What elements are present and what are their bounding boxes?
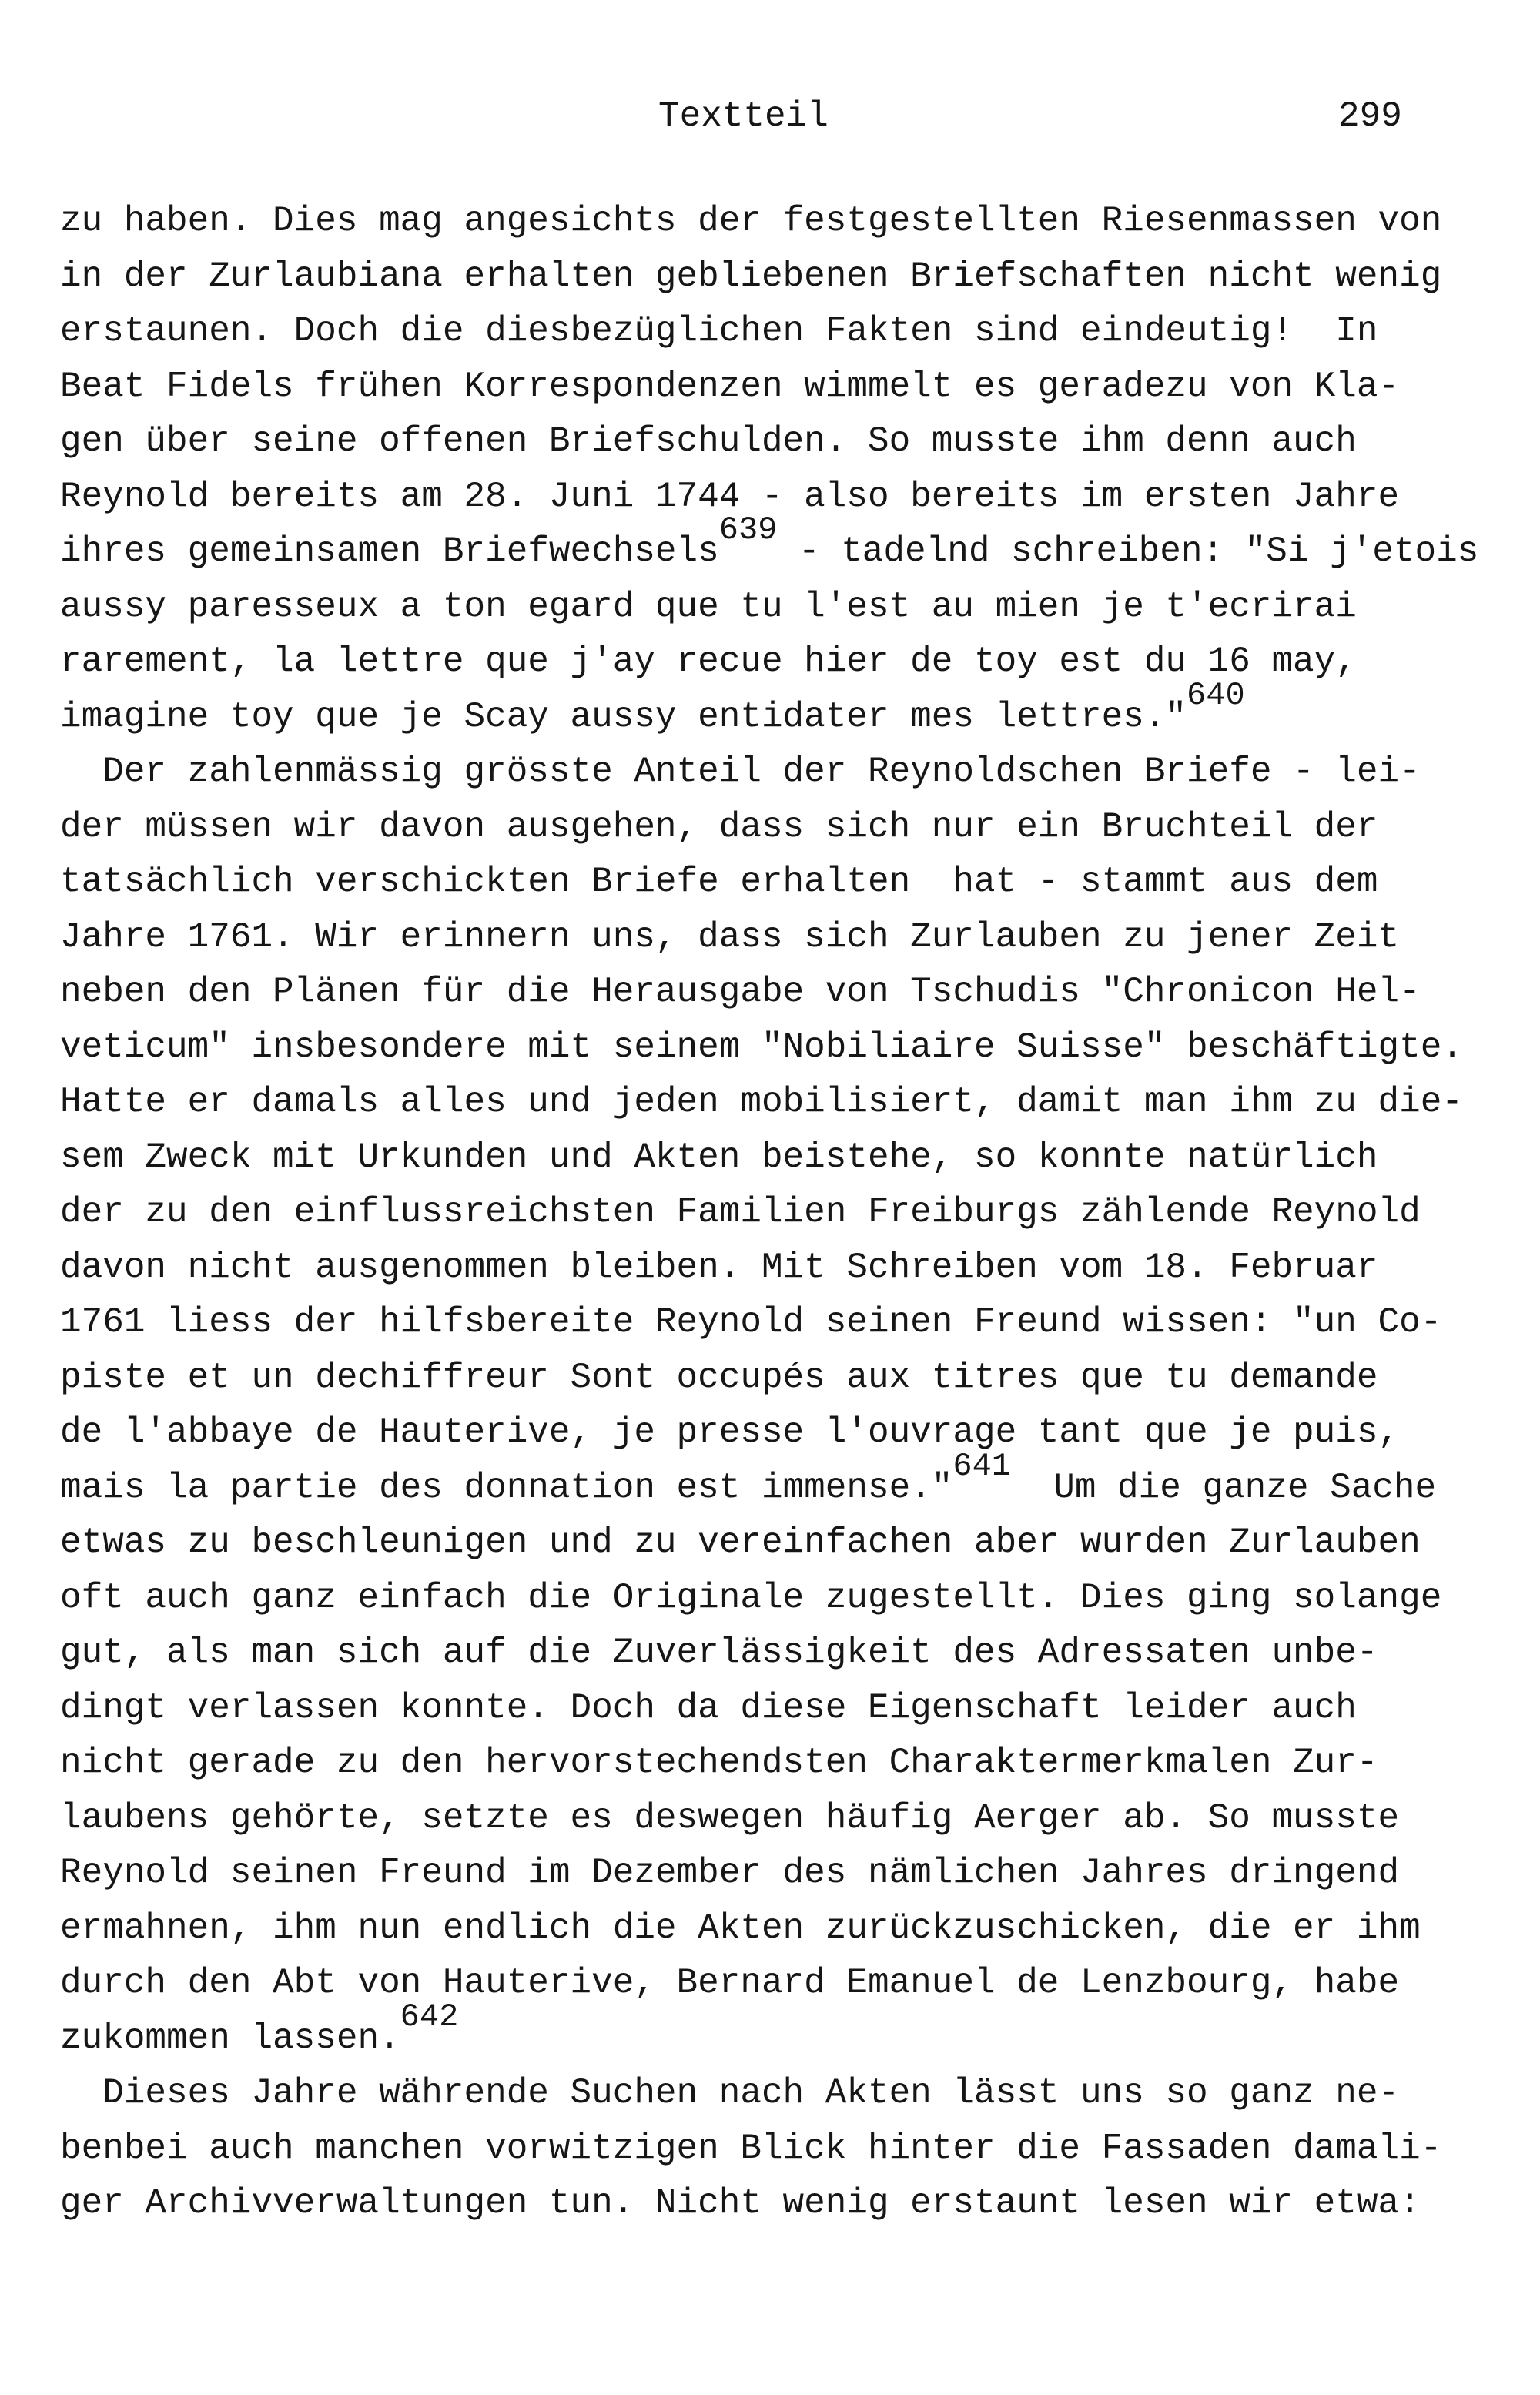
text-segment: ermahnen, ihm nun endlich die Akten zurückzuschicken, die er ihm: [60, 1908, 1421, 1948]
text-segment: - tadelnd schreiben: "Si j'etois: [777, 531, 1479, 571]
text-segment: davon nicht ausgenommen bleiben. Mit Schreiben vom 18. Februar: [60, 1247, 1378, 1288]
page-number: 299: [1338, 96, 1402, 136]
text-line: [60, 2176, 1492, 2232]
text-segment: Reynold bereits am 28. Juni 1744 - also bereits im ersten Jahre: [60, 476, 1400, 517]
text-line: [60, 965, 1492, 1020]
footnote-marker: 639: [718, 511, 778, 548]
text-segment: tatsächlich verschickten Briefe erhalten hat - stammt aus dem: [60, 862, 1378, 902]
text-segment: piste et un dechiffreur Sont occupés aux titres que tu demande: [60, 1357, 1378, 1398]
text-segment: Jahre 1761. Wir erinnern uns, dass sich Zurlauben zu jener Zeit: [60, 916, 1400, 957]
text-segment: gut, als man sich auf die Zuverlässigkeit des Adressaten unbe-: [60, 1633, 1378, 1673]
text-line: [60, 1736, 1492, 1791]
footnote-marker: 641: [952, 1447, 1012, 1485]
text-segment: nicht gerade zu den hervorstechendsten Charaktermerkmalen Zur-: [60, 1743, 1378, 1783]
text-line: [60, 194, 1492, 250]
text-segment: neben den Plänen für die Herausgabe von Tschudis "Chronicon Hel-: [60, 972, 1421, 1012]
text-segment: zu haben. Dies mag angesichts der festgestellten Riesenmassen von: [60, 201, 1442, 241]
text-line: [60, 1020, 1492, 1076]
text-line: [60, 2122, 1492, 2177]
text-line: [60, 1626, 1492, 1681]
text-segment: erstaunen. Doch die diesbezüglichen Fakten sind eindeutig! In: [60, 311, 1378, 351]
text-segment: mais la partie des donnation est immense.": [60, 1467, 953, 1508]
text-segment: der müssen wir davon ausgehen, dass sich nur ein Bruchteil der: [60, 806, 1378, 847]
text-segment: der zu den einflussreichsten Familien Freiburgs zählende Reynold: [60, 1192, 1421, 1232]
text-segment: aussy paresseux a ton egard que tu l'est au mien je t'ecrirai: [60, 586, 1357, 627]
text-line: [60, 676, 1492, 745]
text-line: [60, 855, 1492, 910]
text-line: [60, 1131, 1492, 1186]
text-line: [60, 1075, 1492, 1131]
text-line: [60, 250, 1492, 305]
text-segment: de l'abbaye de Hauterive, je presse l'ouvrage tant que je puis,: [60, 1412, 1400, 1452]
text-line: [60, 1241, 1492, 1296]
text-segment: sem Zweck mit Urkunden und Akten beistehe, so konnte natürlich: [60, 1137, 1378, 1177]
text-segment: Um die ganze Sache: [1011, 1467, 1437, 1508]
text-line: [60, 910, 1492, 966]
text-segment: etwas zu beschleunigen und zu vereinfachen aber wurden Zurlauben: [60, 1522, 1421, 1563]
text-line: [60, 1901, 1492, 1957]
text-line: [60, 1846, 1492, 1901]
text-line: [60, 1447, 1492, 1516]
text-segment: veticum" insbesondere mit seinem "Nobiliaire Suisse" beschäftigte.: [60, 1027, 1463, 1067]
text-line: [60, 1681, 1492, 1737]
text-segment: Reynold seinen Freund im Dezember des nämlichen Jahres dringend: [60, 1853, 1400, 1893]
text-segment: zukommen lassen.: [60, 2018, 400, 2058]
text-segment: Der zahlenmässig grösste Anteil der Reynoldschen Briefe - lei-: [60, 752, 1421, 792]
text-line: [60, 1998, 1492, 2067]
text-line: [60, 1956, 1492, 2011]
text-segment: benbei auch manchen vorwitzigen Blick hinter die Fassaden damali-: [60, 2128, 1442, 2169]
text-line: [60, 1516, 1492, 1571]
page-header-title: Textteil: [658, 96, 829, 136]
text-line: [60, 414, 1492, 470]
text-segment: ihres gemeinsamen Briefwechsels: [60, 531, 719, 571]
text-line: [60, 511, 1492, 580]
text-line: [60, 1295, 1492, 1351]
text-segment: imagine toy que je Scay aussy entidater mes lettres.": [60, 696, 1187, 737]
text-segment: Hatte er damals alles und jeden mobilisiert, damit man ihm zu die-: [60, 1082, 1463, 1122]
text-segment: Dieses Jahre währende Suchen nach Akten lässt uns so ganz ne-: [60, 2073, 1400, 2113]
text-line: [60, 635, 1492, 690]
text-segment: durch den Abt von Hauterive, Bernard Emanuel de Lenzbourg, habe: [60, 1963, 1400, 2003]
footnote-marker: 640: [1187, 676, 1245, 714]
text-segment: Beat Fidels frühen Korrespondenzen wimmelt es geradezu von Kla-: [60, 366, 1400, 407]
text-segment: ger Archivverwaltungen tun. Nicht wenig erstaunt lesen wir etwa:: [60, 2183, 1421, 2223]
text-segment: oft auch ganz einfach die Originale zugestellt. Dies ging solange: [60, 1577, 1442, 1618]
text-line: [60, 580, 1492, 635]
text-line: [60, 1791, 1492, 1847]
text-segment: gen über seine offenen Briefschulden. So musste ihm denn auch: [60, 421, 1357, 461]
text-line: [60, 2066, 1492, 2122]
text-line: [60, 1571, 1492, 1626]
text-segment: in der Zurlaubiana erhalten gebliebenen Briefschaften nicht wenig: [60, 256, 1442, 296]
text-segment: laubens gehörte, setzte es deswegen häufig Aerger ab. So musste: [60, 1797, 1400, 1838]
text-segment: rarement, la lettre que j'ay recue hier de toy est du 16 may,: [60, 641, 1357, 682]
body-text: [60, 194, 1492, 2232]
text-line: [60, 1351, 1492, 1406]
text-segment: dingt verlassen konnte. Doch da diese Eigenschaft leider auch: [60, 1687, 1357, 1728]
text-line: [60, 1185, 1492, 1241]
text-segment: 1761 liess der hilfsbereite Reynold seinen Freund wissen: "un Co-: [60, 1302, 1442, 1342]
text-line: [60, 360, 1492, 415]
text-line: [60, 304, 1492, 360]
text-line: [60, 800, 1492, 856]
text-line: [60, 745, 1492, 800]
text-line: [60, 1405, 1492, 1461]
footnote-marker: 642: [400, 1998, 459, 2035]
